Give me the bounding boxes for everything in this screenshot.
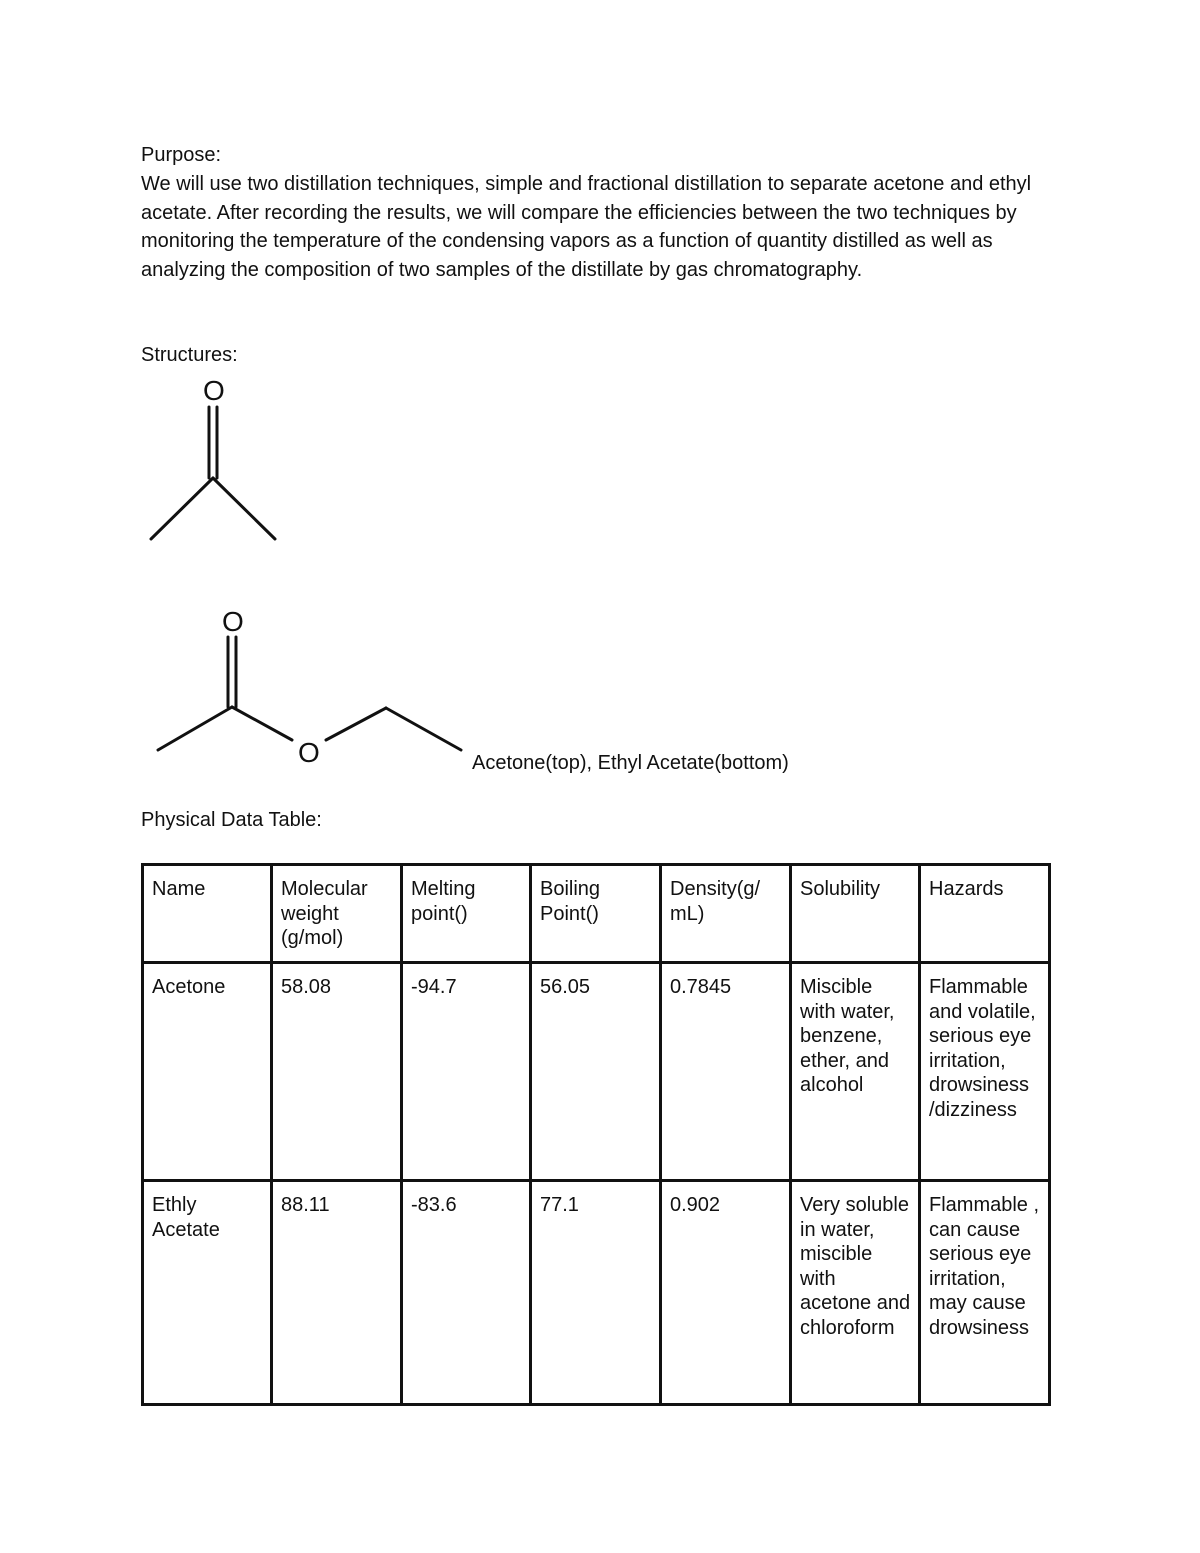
cell-molecular-weight: 88.11 (272, 1181, 402, 1405)
structures-caption: Acetone(top), Ethyl Acetate(bottom) (472, 752, 789, 774)
ethyl-acetate-ethyl-bond (386, 708, 461, 750)
cell-name: Ethly Acetate (143, 1181, 272, 1405)
table-header-row (143, 865, 1050, 963)
structures-heading: Structures: (141, 344, 238, 366)
ethyl-acetate-ester-oxygen-label: O (298, 737, 320, 768)
ethyl-acetate-ester-bond (232, 707, 292, 740)
header-density: Density(g/ mL) (661, 865, 791, 963)
cell-solubility: Very soluble in water, miscible with acetone and chloroform (791, 1181, 920, 1405)
ethyl-acetate-carbonyl-oxygen-label: O (222, 606, 244, 637)
cell-density: 0.902 (661, 1181, 791, 1405)
acetone-oxygen-label: O (203, 375, 225, 406)
cell-molecular-weight: 58.08 (272, 963, 402, 1181)
physical-data-heading: Physical Data Table: (141, 809, 322, 831)
ethyl-acetate-methyl-bond (158, 707, 232, 750)
header-hazards: Hazards (920, 865, 1050, 963)
ethyl-acetate-oxygen-carbon-bond (326, 708, 386, 740)
purpose-heading: Purpose: (141, 144, 222, 166)
header-solubility: Solubility (791, 865, 920, 963)
cell-hazards: Flammable and volatile, serious eye irritation, drowsiness /dizziness (920, 963, 1050, 1181)
purpose-paragraph: We will use two distillation techniques, simple and fractional distillation to separate acetone and ethyl acetate. After recording the results, we will compare the efficiencies between the two techniques by monitoring the temperature of the condensing vapors as a function of quantity distilled as well as analyzing the composition of two samples of the distillate by gas chromatography. (141, 173, 1037, 281)
physical-data-table (141, 863, 1051, 1406)
header-melting-point: Melting point() (402, 865, 531, 963)
cell-name: Acetone (143, 963, 272, 1181)
table-row (143, 1181, 1050, 1405)
header-name: Name (143, 865, 272, 963)
cell-density: 0.7845 (661, 963, 791, 1181)
cell-hazards: Flammable , can cause serious eye irritation, may cause drowsiness (920, 1181, 1050, 1405)
cell-boiling-point: 56.05 (531, 963, 661, 1181)
table-row (143, 963, 1050, 1181)
cell-melting-point: -94.7 (402, 963, 531, 1181)
cell-melting-point: -83.6 (402, 1181, 531, 1405)
header-boiling-point: Boiling Point() (531, 865, 661, 963)
cell-boiling-point: 77.1 (531, 1181, 661, 1405)
header-molecular-weight: Molecular weight (g/mol) (272, 865, 402, 963)
cell-solubility: Miscible with water, benzene, ether, and alcohol (791, 963, 920, 1181)
